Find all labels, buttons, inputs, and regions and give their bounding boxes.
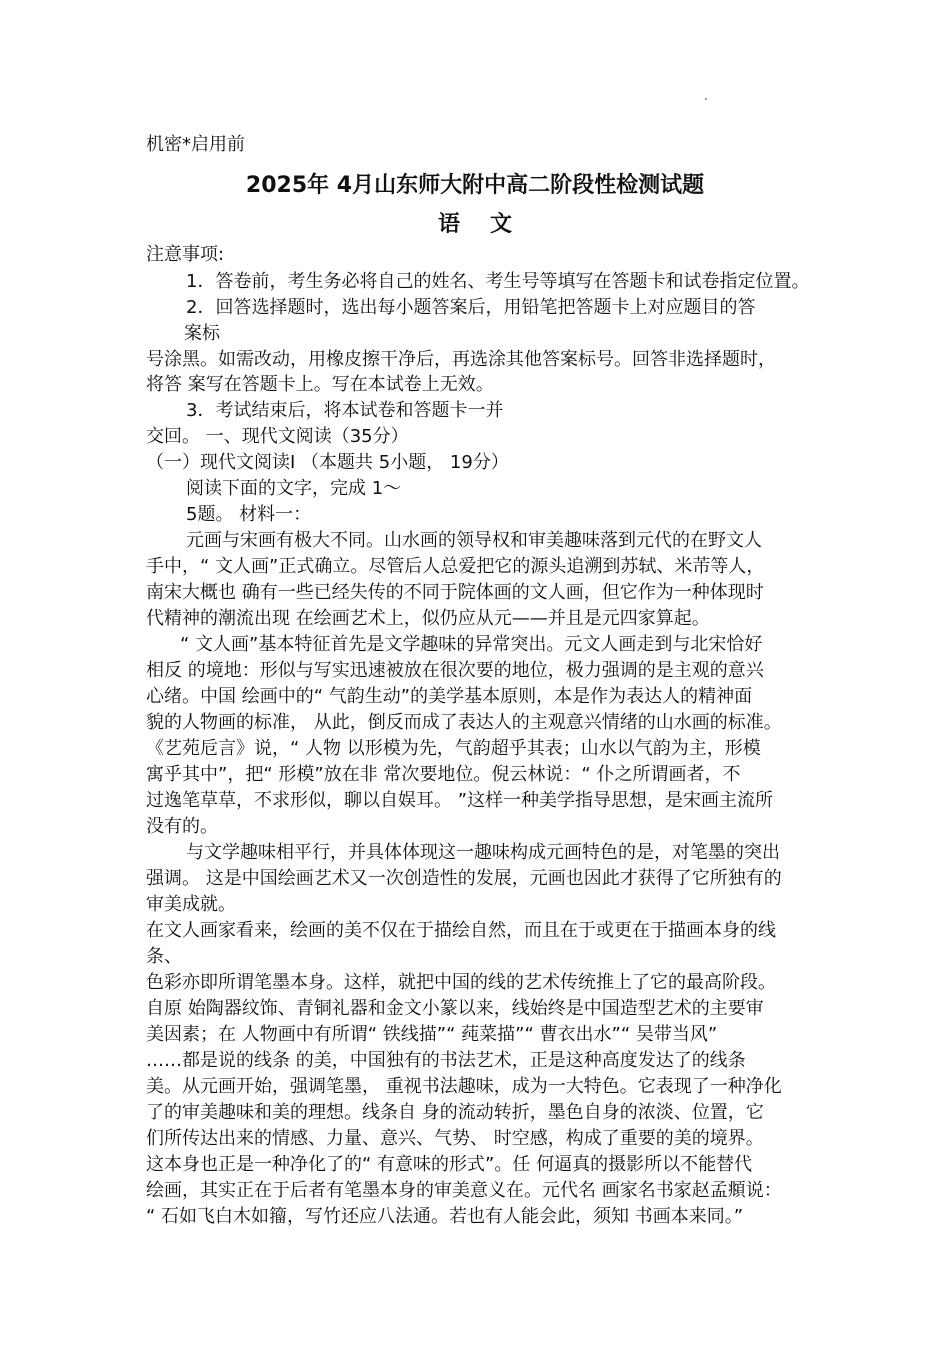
passage-line: 美因素；在 人物画中有所谓“ 铁线描”“ 莼菜描”“ 曹衣出水”“ 吴带当风” xyxy=(146,1024,718,1045)
notice-item: 3．考试结束后，将本试卷和答题卡一并 xyxy=(186,400,504,421)
passage-line: 自原 始陶器纹饰、青铜礼器和金文小篆以来，线始终是中国造型艺术的主要审 xyxy=(146,998,764,1019)
notice-item: 案标 xyxy=(184,323,220,344)
passage-line: “ 石如飞白木如籀，写竹还应八法通。若也有人能会此，须知 书画本来同。” xyxy=(146,1206,744,1227)
passage-line: 条、 xyxy=(146,946,182,967)
passage-line: 南宋大概也 确有一些已经失传的不同于院体画的文人画，但它作为一种体现时 xyxy=(146,582,764,603)
passage-line: 这本身也正是一种净化了的“ 有意味的形式”。任 何逼真的摄影所以不能替代 xyxy=(146,1154,753,1175)
notice-item: 交回。 一、现代文阅读（35分） xyxy=(146,426,409,447)
passage-line: 相反 的境地：形似与写实迅速被放在很次要的地位，极力强调的是主观的意兴 xyxy=(146,660,764,681)
passage-line: 在文人画家看来，绘画的美不仅在于描绘自然，而且在于或更在于描画本身的线 xyxy=(146,920,776,941)
passage-line: 绘画，其实正在于后者有笔墨本身的审美意义在。元代名 画家名书家赵孟頫说： xyxy=(146,1180,782,1201)
instruction-line: 5题。 材料一： xyxy=(186,504,312,525)
passage-line: “ 文人画”基本特征首先是文学趣味的异常突出。元文人画走到与北宋恰好 xyxy=(180,634,763,655)
passage-line: ……都是说的线条 的美，中国独有的书法艺术，正是这种高度发达了的线条 xyxy=(146,1050,746,1071)
passage-line: 过逸笔草草，不求形似，聊以自娱耳。 ”这样一种美学指导思想，是宋画主流所 xyxy=(146,790,774,811)
passage-line: 心绪。中国 绘画中的“ 气韵生动”的美学基本原则，本是作为表达人的精神面 xyxy=(146,686,753,707)
passage-line: 《艺苑卮言》说，“ 人物 以形模为先，气韵超乎其表；山水以气韵为主，形模 xyxy=(146,738,761,759)
passage-line: 审美成就。 xyxy=(146,894,236,915)
instruction-line: 阅读下面的文字，完成 1～ xyxy=(186,478,402,499)
notice-item: 将答 案写在答题卡上。写在本试卷上无效。 xyxy=(146,374,494,395)
passage-line: 手中，“ 文人画”正式确立。尽管后人总爱把它的源头追溯到苏轼、米芾等人， xyxy=(146,556,765,577)
passage-line: 元画与宋画有极大不同。山水画的领导权和审美趣味落到元代的在野文人 xyxy=(186,530,762,551)
passage-line: 们所传达出来的情感、力量、意兴、气势、 时空感，构成了重要的美的境界。 xyxy=(146,1128,764,1149)
passage-line: 没有的。 xyxy=(146,816,218,837)
passage-line: 与文学趣味相平行，并具体体现这一趣味构成元画特色的是，对笔墨的突出 xyxy=(186,842,780,863)
notice-item: 2．回答选择题时，选出每小题答案后，用铅笔把答题卡上对应题目的答 xyxy=(186,297,756,318)
notice-heading: 注意事项: xyxy=(146,244,225,265)
passage-line: 色彩亦即所谓笔墨本身。这样，就把中国的线的艺术传统推上了它的最高阶段。 xyxy=(146,972,776,993)
scan-dot xyxy=(705,98,707,100)
passage-line: 貌的人物画的标准， 从此，倒反而成了表达人的主观意兴情绪的山水画的标准。 xyxy=(146,712,782,733)
passage-line: 强调。 这是中国绘画艺术又一次创造性的发展，元画也因此才获得了它所独有的 xyxy=(146,868,782,889)
passage-line: 寓乎其中”，把“ 形模”放在非 常次要地位。倪云林说：“ 仆之所谓画者，不 xyxy=(146,764,741,785)
passage-line: 代精神的潮流出现 在绘画艺术上，似仍应从元——并且是元四家算起。 xyxy=(146,608,710,629)
confidential-label: 机密*启用前 xyxy=(146,134,245,155)
section-title: （一）现代文阅读Ⅰ （本题共 5小题， 19分） xyxy=(146,452,509,473)
passage-line: 美。从元画开始，强调笔墨， 重视书法趣味，成为一大特色。它表现了一种净化 xyxy=(146,1076,782,1097)
notice-item: 号涂黑。如需改动，用橡皮擦干净后，再选涂其他答案标号。回答非选择题时， xyxy=(146,349,776,370)
passage-line: 了的审美趣味和美的理想。线条自 身的流动转折，墨色自身的浓淡、位置，它 xyxy=(146,1102,764,1123)
exam-title: 2025年 4月山东师大附中高二阶段性检测试题 xyxy=(245,173,705,198)
notice-item: 1．答卷前，考生务必将自己的姓名、考生号等填写在答题卡和试卷指定位置。 xyxy=(186,271,810,292)
subject-title: 语文 xyxy=(437,212,542,237)
